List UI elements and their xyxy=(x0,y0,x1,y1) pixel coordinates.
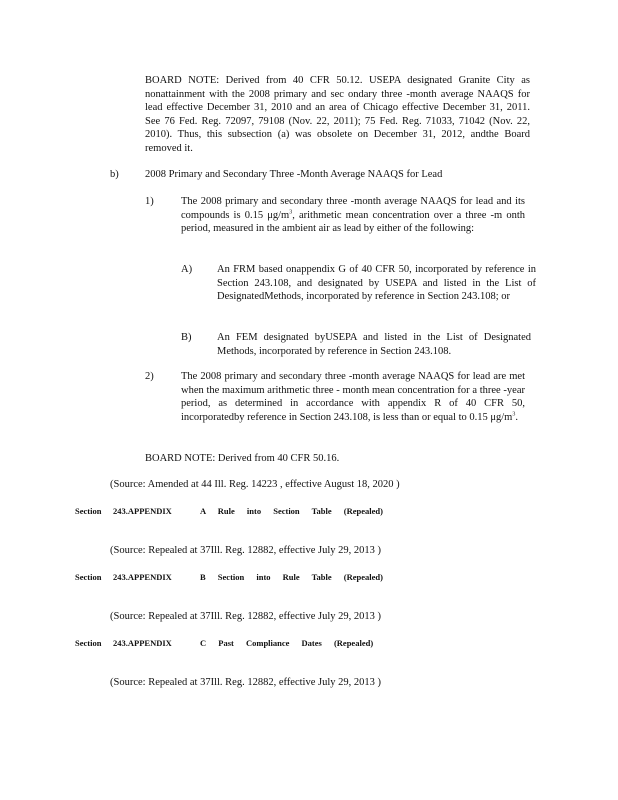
item-B-label: B) xyxy=(181,332,192,343)
item-B-text: An FEM designated byUSEPA and listed in the List of Designated Methods, incorporated by reference in Section 243.108. xyxy=(217,332,531,357)
board-note-2: BOARD NOTE: Derived from 40 CFR 50.16. xyxy=(145,453,340,464)
item-A-text: An FRM based onappendix G of 40 CFR 50, incorporated by reference in Section 243.108, and designated by USEPA and listed in the List of DesignatedMethods, incorporated by reference in Section 243.108; or xyxy=(217,264,536,303)
source-note-amended: (Source: Amended at 44 Ill. Reg. 14223 , effective August 18, 2020 ) xyxy=(110,479,400,490)
item-2-text: The 2008 primary and secondary three -month average NAAQS for lead are met when the maximum arithmetic three - month mean concentration for a three -year period, as determined in accordance with appendix R of 40 CFR 50, incorporatedby reference in Section 243.108, is less than or equal to 0.15 $\mu g/m^3$. xyxy=(181,371,525,423)
item-1-text: The 2008 primary and secondary three -month average NAAQS for lead and its compounds is 0.15 $\mu g/m^3$, arithmetic mean concentration over a three -m onth period, measured in the ambient air as lead by either of the following: xyxy=(181,196,526,235)
section-word: Section xyxy=(75,638,102,648)
source-note-repealed: (Source: Repealed at 37Ill. Reg. 12882, effective July 29, 2013 ) xyxy=(110,677,381,688)
item-A-label: A) xyxy=(181,264,193,275)
section-word: Section xyxy=(75,506,102,516)
section-title: C Past Compliance Dates (Repealed) xyxy=(200,638,374,648)
section-number: 243.APPENDIX xyxy=(113,572,172,582)
item-b-label: b) xyxy=(110,169,119,180)
section-title: B Section into Rule Table (Repealed) xyxy=(200,572,383,582)
item-2-label: 2) xyxy=(145,371,154,382)
section-number: 243.APPENDIX xyxy=(113,638,172,648)
section-number: 243.APPENDIX xyxy=(113,506,172,516)
section-word: Section xyxy=(75,572,102,582)
section-title: A Rule into Section Table (Repealed) xyxy=(200,506,383,516)
item-b-heading: 2008 Primary and Secondary Three -Month Average NAAQS for Lead xyxy=(145,169,443,180)
item-1-label: 1) xyxy=(145,196,154,207)
board-note-paragraph: BOARD NOTE: Derived from 40 CFR 50.12. USEPA designated Granite City as nonattainment with the 2008 primary and sec ondary three -month average NAAQS for lead effective December 31, 2010 and an area of Chicago effective December 31, 2011. See 76 Fed. Reg. 72097, 79108 (Nov. 22, 2011); 75 Fed. Reg. 71033, 71042 (Nov. 22, 2010). Thus, this subsection (a) was obsolete on December 31, 2012, andthe Board removed it. xyxy=(145,75,530,154)
source-note-repealed: (Source: Repealed at 37Ill. Reg. 12882, effective July 29, 2013 ) xyxy=(110,611,381,622)
source-note-repealed: (Source: Repealed at 37Ill. Reg. 12882, effective July 29, 2013 ) xyxy=(110,545,381,556)
